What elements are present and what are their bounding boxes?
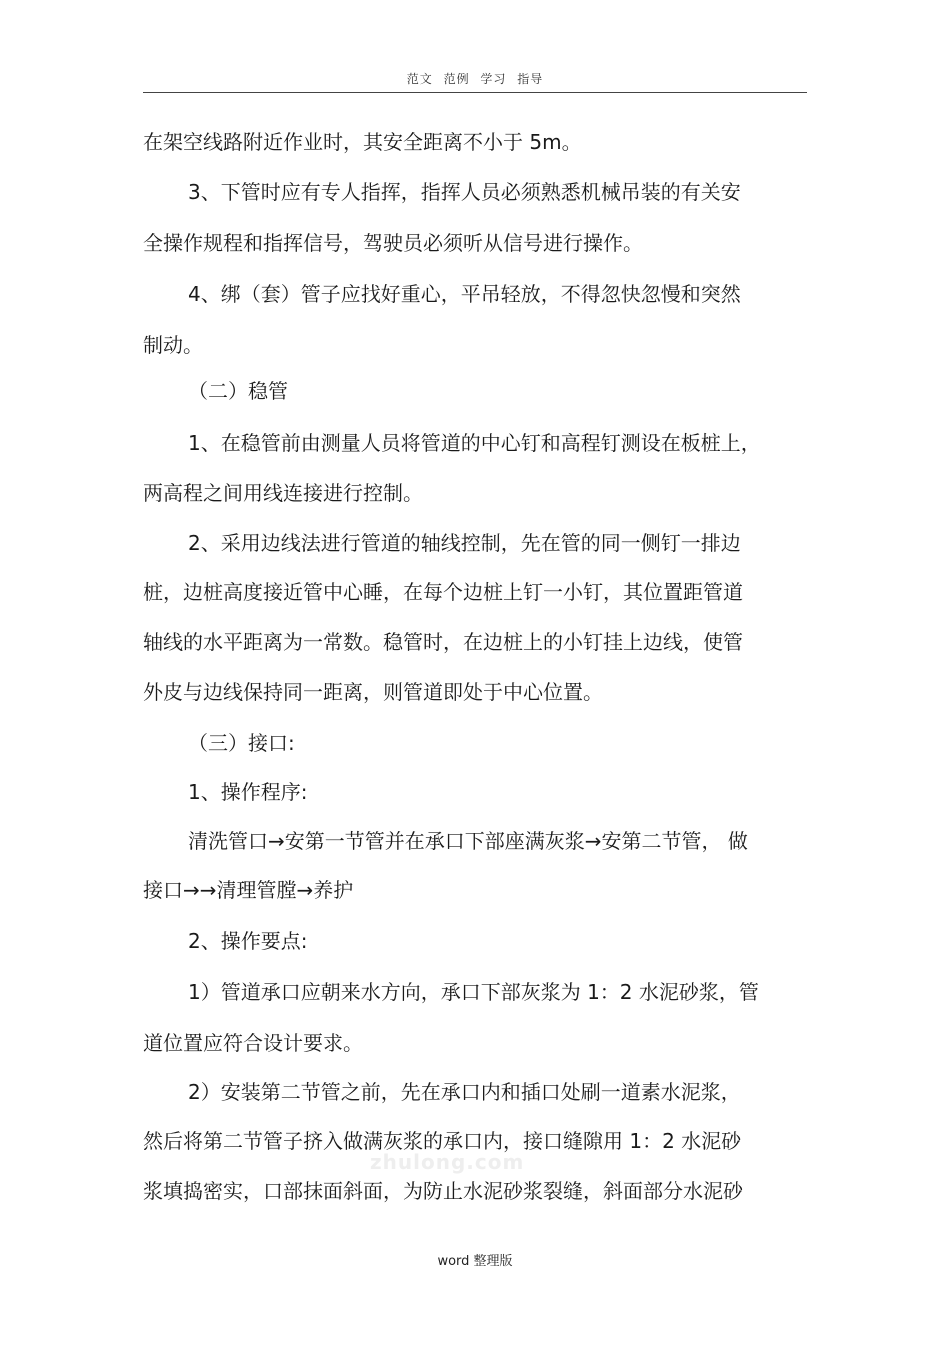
body-line-1: 在架空线路附近作业时，其安全距离不小于 5m。 — [143, 130, 582, 154]
body-line-18: 1）管道承口应朝来水方向，承口下部灰浆为 1：2 水泥砂浆，管 — [188, 980, 759, 1004]
body-line-19: 道位置应符合设计要求。 — [143, 1031, 363, 1055]
body-line-21: 然后将第二节管子挤入做满灰浆的承口内，接口缝隙用 1：2 水泥砂 — [143, 1129, 742, 1153]
body-line-14: 1、操作程序: — [188, 780, 308, 804]
body-line-10: 桩，边桩高度接近管中心睡，在每个边桩上钉一小钉，其位置距管道 — [143, 580, 743, 604]
body-line-22: 浆填捣密实，口部抹面斜面，为防止水泥砂浆裂缝，斜面部分水泥砂 — [143, 1179, 743, 1203]
section-heading-joint: （三）接口: — [188, 731, 295, 755]
body-line-2: 3、下管时应有专人指挥，指挥人员必须熟悉机械吊装的有关安 — [188, 180, 741, 204]
watermark: zhulong.com — [370, 1150, 525, 1174]
header-divider — [143, 92, 807, 93]
body-line-5: 制动。 — [143, 333, 203, 357]
body-line-12: 外皮与边线保持同一距离，则管道即处于中心位置。 — [143, 680, 603, 704]
page-header: 范文 范例 学习 指导 — [406, 72, 544, 86]
body-line-20: 2）安装第二节管之前，先在承口内和插口处刷一道素水泥浆， — [188, 1080, 741, 1104]
body-line-8: 两高程之间用线连接进行控制。 — [143, 481, 423, 505]
page-footer: word 整理版 — [437, 1254, 513, 1269]
body-line-4: 4、绑（套）管子应找好重心，平吊轻放，不得忽快忽慢和突然 — [188, 282, 741, 306]
body-line-15: 清洗管口→安第一节管并在承口下部座满灰浆→安第二节管， 做 — [188, 829, 748, 853]
body-line-16: 接口→→清理管膛→养护 — [143, 878, 354, 902]
body-line-9: 2、采用边线法进行管道的轴线控制，先在管的同一侧钉一排边 — [188, 531, 741, 555]
section-heading-stabilize: （二）稳管 — [188, 379, 288, 403]
body-line-17: 2、操作要点: — [188, 929, 308, 953]
body-line-7: 1、在稳管前由测量人员将管道的中心钉和高程钉测设在板桩上， — [188, 431, 761, 455]
body-line-3: 全操作规程和指挥信号，驾驶员必须听从信号进行操作。 — [143, 231, 643, 255]
body-line-11: 轴线的水平距离为一常数。稳管时，在边桩上的小钉挂上边线，使管 — [143, 630, 743, 654]
